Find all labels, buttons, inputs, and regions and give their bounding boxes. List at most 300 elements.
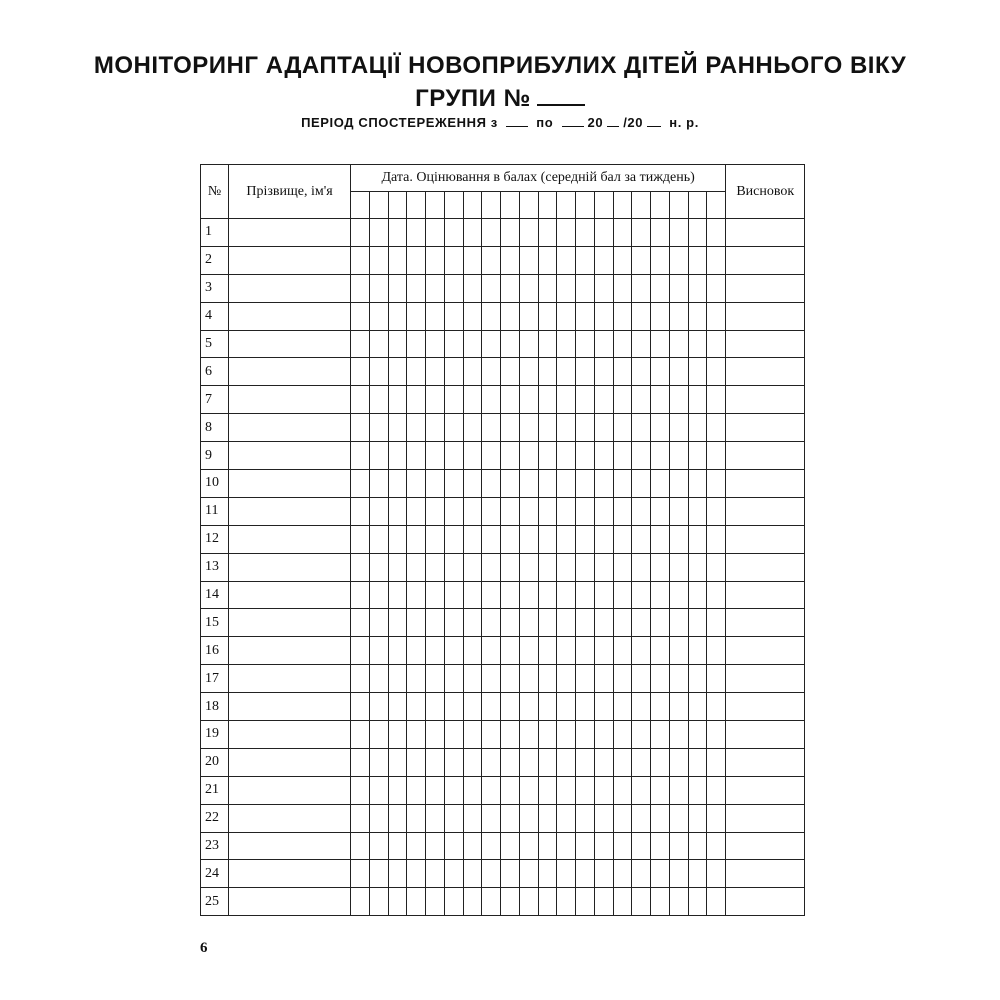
score-cell[interactable] xyxy=(482,470,501,498)
score-cell[interactable] xyxy=(351,693,370,721)
score-cell[interactable] xyxy=(613,470,632,498)
score-cell[interactable] xyxy=(707,776,726,804)
score-cell[interactable] xyxy=(576,414,595,442)
date-header-cell[interactable] xyxy=(557,192,576,219)
conclusion-cell[interactable] xyxy=(726,581,805,609)
conclusion-cell[interactable] xyxy=(726,609,805,637)
score-cell[interactable] xyxy=(463,470,482,498)
score-cell[interactable] xyxy=(594,442,613,470)
score-cell[interactable] xyxy=(651,302,670,330)
score-cell[interactable] xyxy=(557,888,576,916)
score-cell[interactable] xyxy=(557,804,576,832)
score-cell[interactable] xyxy=(651,581,670,609)
score-cell[interactable] xyxy=(688,274,707,302)
score-cell[interactable] xyxy=(463,776,482,804)
conclusion-cell[interactable] xyxy=(726,860,805,888)
score-cell[interactable] xyxy=(369,470,388,498)
score-cell[interactable] xyxy=(388,302,407,330)
score-cell[interactable] xyxy=(351,470,370,498)
score-cell[interactable] xyxy=(501,358,520,386)
score-cell[interactable] xyxy=(369,525,388,553)
score-cell[interactable] xyxy=(632,609,651,637)
score-cell[interactable] xyxy=(632,665,651,693)
score-cell[interactable] xyxy=(594,414,613,442)
score-cell[interactable] xyxy=(407,748,426,776)
score-cell[interactable] xyxy=(688,832,707,860)
score-cell[interactable] xyxy=(463,832,482,860)
score-cell[interactable] xyxy=(632,302,651,330)
score-cell[interactable] xyxy=(594,581,613,609)
score-cell[interactable] xyxy=(463,525,482,553)
score-cell[interactable] xyxy=(426,832,445,860)
score-cell[interactable] xyxy=(351,414,370,442)
date-header-cell[interactable] xyxy=(482,192,501,219)
score-cell[interactable] xyxy=(557,470,576,498)
score-cell[interactable] xyxy=(407,860,426,888)
score-cell[interactable] xyxy=(351,609,370,637)
score-cell[interactable] xyxy=(613,860,632,888)
date-header-cell[interactable] xyxy=(576,192,595,219)
score-cell[interactable] xyxy=(651,776,670,804)
score-cell[interactable] xyxy=(482,330,501,358)
score-cell[interactable] xyxy=(651,525,670,553)
score-cell[interactable] xyxy=(501,525,520,553)
score-cell[interactable] xyxy=(632,721,651,749)
name-cell[interactable] xyxy=(229,581,351,609)
score-cell[interactable] xyxy=(482,302,501,330)
score-cell[interactable] xyxy=(351,246,370,274)
score-cell[interactable] xyxy=(557,442,576,470)
score-cell[interactable] xyxy=(613,665,632,693)
score-cell[interactable] xyxy=(501,274,520,302)
score-cell[interactable] xyxy=(613,693,632,721)
conclusion-cell[interactable] xyxy=(726,330,805,358)
score-cell[interactable] xyxy=(651,497,670,525)
score-cell[interactable] xyxy=(369,553,388,581)
score-cell[interactable] xyxy=(538,665,557,693)
score-cell[interactable] xyxy=(426,442,445,470)
score-cell[interactable] xyxy=(519,274,538,302)
score-cell[interactable] xyxy=(707,302,726,330)
score-cell[interactable] xyxy=(482,414,501,442)
score-cell[interactable] xyxy=(576,358,595,386)
date-header-cell[interactable] xyxy=(669,192,688,219)
score-cell[interactable] xyxy=(576,665,595,693)
score-cell[interactable] xyxy=(613,888,632,916)
score-cell[interactable] xyxy=(351,721,370,749)
score-cell[interactable] xyxy=(707,637,726,665)
score-cell[interactable] xyxy=(482,442,501,470)
score-cell[interactable] xyxy=(613,358,632,386)
conclusion-cell[interactable] xyxy=(726,748,805,776)
score-cell[interactable] xyxy=(576,497,595,525)
score-cell[interactable] xyxy=(388,219,407,247)
score-cell[interactable] xyxy=(388,414,407,442)
score-cell[interactable] xyxy=(613,414,632,442)
score-cell[interactable] xyxy=(688,888,707,916)
score-cell[interactable] xyxy=(594,470,613,498)
score-cell[interactable] xyxy=(594,860,613,888)
score-cell[interactable] xyxy=(519,665,538,693)
score-cell[interactable] xyxy=(407,470,426,498)
score-cell[interactable] xyxy=(407,246,426,274)
score-cell[interactable] xyxy=(576,721,595,749)
score-cell[interactable] xyxy=(369,219,388,247)
score-cell[interactable] xyxy=(594,804,613,832)
score-cell[interactable] xyxy=(613,219,632,247)
score-cell[interactable] xyxy=(444,860,463,888)
score-cell[interactable] xyxy=(501,219,520,247)
name-cell[interactable] xyxy=(229,804,351,832)
score-cell[interactable] xyxy=(594,693,613,721)
score-cell[interactable] xyxy=(557,330,576,358)
score-cell[interactable] xyxy=(651,246,670,274)
score-cell[interactable] xyxy=(538,832,557,860)
score-cell[interactable] xyxy=(688,860,707,888)
score-cell[interactable] xyxy=(426,804,445,832)
date-header-cell[interactable] xyxy=(407,192,426,219)
score-cell[interactable] xyxy=(407,358,426,386)
conclusion-cell[interactable] xyxy=(726,665,805,693)
score-cell[interactable] xyxy=(482,219,501,247)
score-cell[interactable] xyxy=(688,748,707,776)
score-cell[interactable] xyxy=(707,219,726,247)
score-cell[interactable] xyxy=(557,860,576,888)
score-cell[interactable] xyxy=(669,804,688,832)
score-cell[interactable] xyxy=(613,274,632,302)
score-cell[interactable] xyxy=(501,470,520,498)
score-cell[interactable] xyxy=(369,804,388,832)
score-cell[interactable] xyxy=(613,246,632,274)
score-cell[interactable] xyxy=(519,860,538,888)
score-cell[interactable] xyxy=(557,246,576,274)
date-header-cell[interactable] xyxy=(519,192,538,219)
date-header-cell[interactable] xyxy=(426,192,445,219)
score-cell[interactable] xyxy=(613,497,632,525)
name-cell[interactable] xyxy=(229,553,351,581)
score-cell[interactable] xyxy=(669,721,688,749)
score-cell[interactable] xyxy=(632,414,651,442)
score-cell[interactable] xyxy=(444,832,463,860)
score-cell[interactable] xyxy=(369,860,388,888)
score-cell[interactable] xyxy=(632,776,651,804)
score-cell[interactable] xyxy=(632,804,651,832)
score-cell[interactable] xyxy=(669,219,688,247)
score-cell[interactable] xyxy=(463,497,482,525)
score-cell[interactable] xyxy=(707,888,726,916)
score-cell[interactable] xyxy=(594,665,613,693)
period-year1-blank[interactable] xyxy=(607,114,619,127)
score-cell[interactable] xyxy=(613,609,632,637)
score-cell[interactable] xyxy=(669,470,688,498)
date-header-cell[interactable] xyxy=(369,192,388,219)
name-cell[interactable] xyxy=(229,246,351,274)
score-cell[interactable] xyxy=(501,804,520,832)
score-cell[interactable] xyxy=(538,219,557,247)
date-header-cell[interactable] xyxy=(463,192,482,219)
score-cell[interactable] xyxy=(651,358,670,386)
score-cell[interactable] xyxy=(351,497,370,525)
score-cell[interactable] xyxy=(463,693,482,721)
score-cell[interactable] xyxy=(613,832,632,860)
name-cell[interactable] xyxy=(229,274,351,302)
score-cell[interactable] xyxy=(613,721,632,749)
score-cell[interactable] xyxy=(444,804,463,832)
score-cell[interactable] xyxy=(444,888,463,916)
score-cell[interactable] xyxy=(651,832,670,860)
score-cell[interactable] xyxy=(651,219,670,247)
score-cell[interactable] xyxy=(688,330,707,358)
score-cell[interactable] xyxy=(463,888,482,916)
score-cell[interactable] xyxy=(482,665,501,693)
score-cell[interactable] xyxy=(426,693,445,721)
score-cell[interactable] xyxy=(444,693,463,721)
score-cell[interactable] xyxy=(444,219,463,247)
score-cell[interactable] xyxy=(407,693,426,721)
score-cell[interactable] xyxy=(669,553,688,581)
score-cell[interactable] xyxy=(407,525,426,553)
score-cell[interactable] xyxy=(632,748,651,776)
score-cell[interactable] xyxy=(669,860,688,888)
score-cell[interactable] xyxy=(632,888,651,916)
score-cell[interactable] xyxy=(407,274,426,302)
score-cell[interactable] xyxy=(669,748,688,776)
score-cell[interactable] xyxy=(594,525,613,553)
score-cell[interactable] xyxy=(369,414,388,442)
score-cell[interactable] xyxy=(707,609,726,637)
conclusion-cell[interactable] xyxy=(726,274,805,302)
conclusion-cell[interactable] xyxy=(726,497,805,525)
score-cell[interactable] xyxy=(463,581,482,609)
score-cell[interactable] xyxy=(369,776,388,804)
score-cell[interactable] xyxy=(538,330,557,358)
score-cell[interactable] xyxy=(463,637,482,665)
score-cell[interactable] xyxy=(688,470,707,498)
score-cell[interactable] xyxy=(426,330,445,358)
score-cell[interactable] xyxy=(594,246,613,274)
score-cell[interactable] xyxy=(688,497,707,525)
score-cell[interactable] xyxy=(407,553,426,581)
score-cell[interactable] xyxy=(426,386,445,414)
score-cell[interactable] xyxy=(651,860,670,888)
score-cell[interactable] xyxy=(538,721,557,749)
score-cell[interactable] xyxy=(538,860,557,888)
score-cell[interactable] xyxy=(594,274,613,302)
score-cell[interactable] xyxy=(538,553,557,581)
score-cell[interactable] xyxy=(407,888,426,916)
score-cell[interactable] xyxy=(351,274,370,302)
score-cell[interactable] xyxy=(688,414,707,442)
score-cell[interactable] xyxy=(594,776,613,804)
score-cell[interactable] xyxy=(688,637,707,665)
score-cell[interactable] xyxy=(557,776,576,804)
date-header-cell[interactable] xyxy=(351,192,370,219)
score-cell[interactable] xyxy=(576,274,595,302)
score-cell[interactable] xyxy=(688,776,707,804)
score-cell[interactable] xyxy=(538,888,557,916)
score-cell[interactable] xyxy=(557,497,576,525)
score-cell[interactable] xyxy=(369,748,388,776)
score-cell[interactable] xyxy=(669,274,688,302)
score-cell[interactable] xyxy=(519,442,538,470)
score-cell[interactable] xyxy=(351,888,370,916)
conclusion-cell[interactable] xyxy=(726,470,805,498)
score-cell[interactable] xyxy=(407,776,426,804)
score-cell[interactable] xyxy=(576,470,595,498)
score-cell[interactable] xyxy=(651,748,670,776)
score-cell[interactable] xyxy=(707,470,726,498)
score-cell[interactable] xyxy=(651,330,670,358)
score-cell[interactable] xyxy=(444,637,463,665)
score-cell[interactable] xyxy=(463,219,482,247)
conclusion-cell[interactable] xyxy=(726,246,805,274)
name-cell[interactable] xyxy=(229,525,351,553)
conclusion-cell[interactable] xyxy=(726,637,805,665)
score-cell[interactable] xyxy=(669,358,688,386)
score-cell[interactable] xyxy=(594,553,613,581)
score-cell[interactable] xyxy=(632,525,651,553)
name-cell[interactable] xyxy=(229,888,351,916)
score-cell[interactable] xyxy=(576,609,595,637)
score-cell[interactable] xyxy=(369,274,388,302)
score-cell[interactable] xyxy=(632,274,651,302)
score-cell[interactable] xyxy=(576,246,595,274)
score-cell[interactable] xyxy=(557,386,576,414)
score-cell[interactable] xyxy=(426,358,445,386)
score-cell[interactable] xyxy=(463,246,482,274)
score-cell[interactable] xyxy=(444,665,463,693)
score-cell[interactable] xyxy=(463,804,482,832)
score-cell[interactable] xyxy=(426,888,445,916)
score-cell[interactable] xyxy=(669,581,688,609)
conclusion-cell[interactable] xyxy=(726,804,805,832)
score-cell[interactable] xyxy=(351,442,370,470)
score-cell[interactable] xyxy=(613,525,632,553)
score-cell[interactable] xyxy=(519,832,538,860)
date-header-cell[interactable] xyxy=(501,192,520,219)
score-cell[interactable] xyxy=(501,302,520,330)
date-header-cell[interactable] xyxy=(388,192,407,219)
score-cell[interactable] xyxy=(688,665,707,693)
score-cell[interactable] xyxy=(444,414,463,442)
score-cell[interactable] xyxy=(426,665,445,693)
score-cell[interactable] xyxy=(538,637,557,665)
score-cell[interactable] xyxy=(613,804,632,832)
score-cell[interactable] xyxy=(388,553,407,581)
score-cell[interactable] xyxy=(632,693,651,721)
score-cell[interactable] xyxy=(351,330,370,358)
score-cell[interactable] xyxy=(613,748,632,776)
score-cell[interactable] xyxy=(501,637,520,665)
score-cell[interactable] xyxy=(444,330,463,358)
score-cell[interactable] xyxy=(351,553,370,581)
score-cell[interactable] xyxy=(351,219,370,247)
score-cell[interactable] xyxy=(707,358,726,386)
score-cell[interactable] xyxy=(388,330,407,358)
score-cell[interactable] xyxy=(519,386,538,414)
score-cell[interactable] xyxy=(519,246,538,274)
score-cell[interactable] xyxy=(351,860,370,888)
score-cell[interactable] xyxy=(388,748,407,776)
name-cell[interactable] xyxy=(229,637,351,665)
score-cell[interactable] xyxy=(426,721,445,749)
score-cell[interactable] xyxy=(501,665,520,693)
name-cell[interactable] xyxy=(229,665,351,693)
score-cell[interactable] xyxy=(576,804,595,832)
score-cell[interactable] xyxy=(369,358,388,386)
score-cell[interactable] xyxy=(426,609,445,637)
score-cell[interactable] xyxy=(351,832,370,860)
score-cell[interactable] xyxy=(669,888,688,916)
score-cell[interactable] xyxy=(519,497,538,525)
score-cell[interactable] xyxy=(519,470,538,498)
score-cell[interactable] xyxy=(388,609,407,637)
score-cell[interactable] xyxy=(538,748,557,776)
name-cell[interactable] xyxy=(229,497,351,525)
score-cell[interactable] xyxy=(538,246,557,274)
score-cell[interactable] xyxy=(632,860,651,888)
score-cell[interactable] xyxy=(407,442,426,470)
score-cell[interactable] xyxy=(688,804,707,832)
score-cell[interactable] xyxy=(463,330,482,358)
score-cell[interactable] xyxy=(501,581,520,609)
score-cell[interactable] xyxy=(369,888,388,916)
score-cell[interactable] xyxy=(632,358,651,386)
score-cell[interactable] xyxy=(538,525,557,553)
score-cell[interactable] xyxy=(688,358,707,386)
date-header-cell[interactable] xyxy=(651,192,670,219)
score-cell[interactable] xyxy=(651,442,670,470)
score-cell[interactable] xyxy=(463,748,482,776)
score-cell[interactable] xyxy=(632,553,651,581)
score-cell[interactable] xyxy=(669,497,688,525)
score-cell[interactable] xyxy=(444,748,463,776)
score-cell[interactable] xyxy=(632,330,651,358)
name-cell[interactable] xyxy=(229,219,351,247)
score-cell[interactable] xyxy=(651,553,670,581)
score-cell[interactable] xyxy=(426,302,445,330)
score-cell[interactable] xyxy=(669,386,688,414)
score-cell[interactable] xyxy=(426,414,445,442)
score-cell[interactable] xyxy=(613,442,632,470)
score-cell[interactable] xyxy=(688,302,707,330)
score-cell[interactable] xyxy=(407,219,426,247)
name-cell[interactable] xyxy=(229,693,351,721)
score-cell[interactable] xyxy=(426,553,445,581)
score-cell[interactable] xyxy=(651,665,670,693)
score-cell[interactable] xyxy=(463,860,482,888)
score-cell[interactable] xyxy=(632,637,651,665)
score-cell[interactable] xyxy=(407,581,426,609)
score-cell[interactable] xyxy=(407,386,426,414)
score-cell[interactable] xyxy=(557,637,576,665)
score-cell[interactable] xyxy=(407,330,426,358)
score-cell[interactable] xyxy=(576,525,595,553)
score-cell[interactable] xyxy=(388,637,407,665)
score-cell[interactable] xyxy=(501,246,520,274)
score-cell[interactable] xyxy=(444,581,463,609)
score-cell[interactable] xyxy=(351,525,370,553)
score-cell[interactable] xyxy=(594,497,613,525)
score-cell[interactable] xyxy=(669,414,688,442)
conclusion-cell[interactable] xyxy=(726,414,805,442)
score-cell[interactable] xyxy=(444,386,463,414)
date-header-cell[interactable] xyxy=(632,192,651,219)
score-cell[interactable] xyxy=(669,693,688,721)
score-cell[interactable] xyxy=(576,832,595,860)
score-cell[interactable] xyxy=(388,246,407,274)
score-cell[interactable] xyxy=(632,442,651,470)
